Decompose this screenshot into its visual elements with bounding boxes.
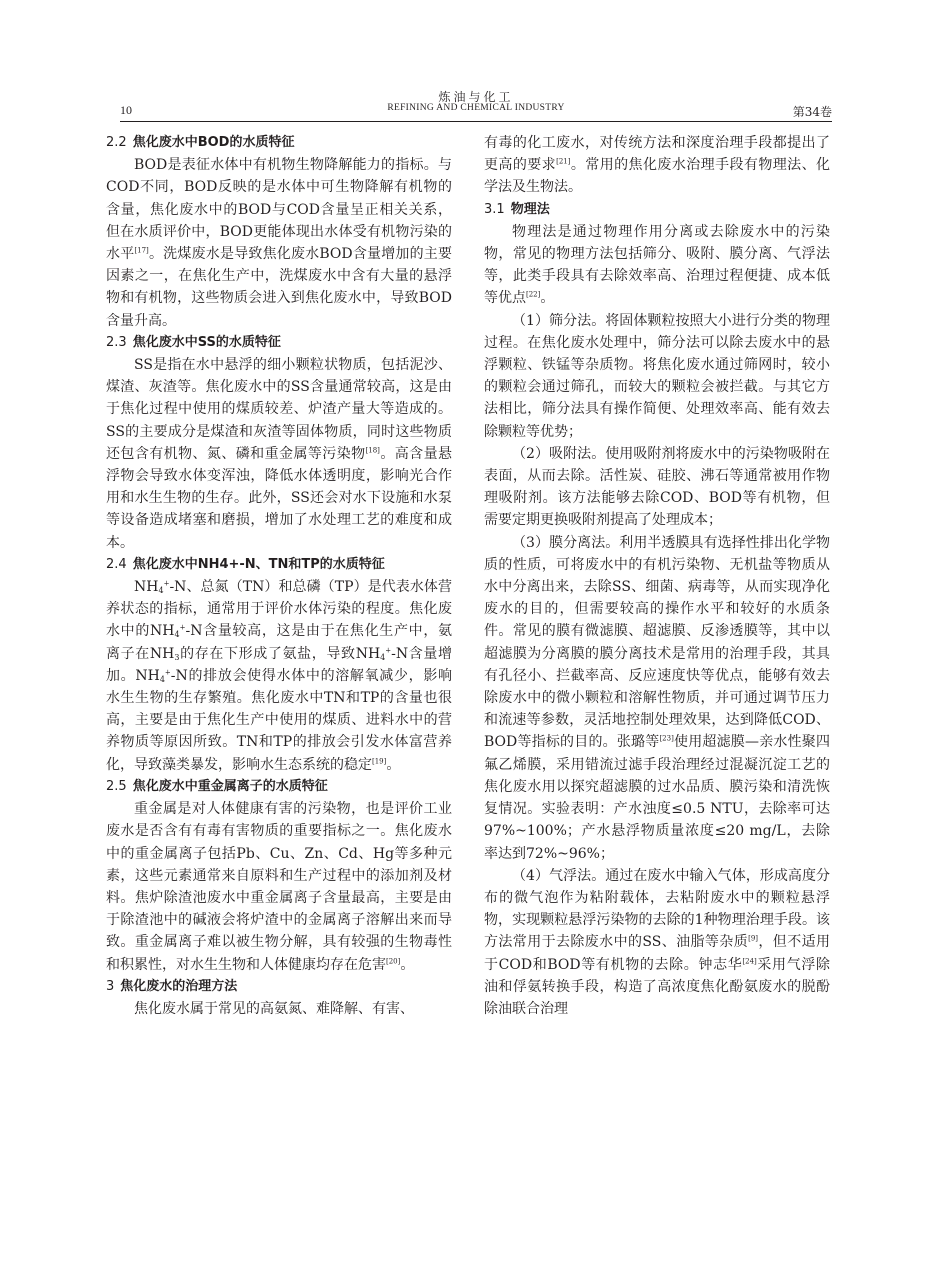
paragraph: SS是指在水中悬浮的细小颗粒状物质，包括泥沙、煤渣、灰渣等。焦化废水中的SS含量通常较高，这是由于焦化过程中使用的煤质较差、炉渣产量大等造成的。SS的主要成分是煤渣和灰渣等固体物质，同时这些物质还包含有机物、氮、磷和重金属等污染物[18]。高含量悬浮物会导致水体变浑浊，降低水体透明度，影响光合作用和水生生物的生存。此外，SS还会对水下设施和水泵等设备造成堵塞和磨损，增加了水处理工艺的难度和成本。 [106,357,453,551]
chem-formula: $NH_3$ [149,645,180,662]
citation: [17] [134,246,149,255]
paragraph: 焦化废水属于常见的高氨氮、难降解、有害、 [134,1000,414,1017]
citation: [18] [365,446,380,455]
citation: [22] [526,290,541,299]
section-heading-2-4: 2.4 焦化废水中NH4+-N、TN和TP的水质特征 [106,556,385,572]
paragraph: BOD是表征水体中有机物生物降解能力的指标。与COD不同，BOD反映的是水体中可生物降解有机物的含量，焦化废水中的BOD与COD含量呈正相关关系，但在水质评价中，BOD更能体现出水体受有机物污染的水平[17]。洗煤废水是导致焦化废水BOD含量增加的主要因素之一，在焦化生产中，洗煤废水中含有大量的悬浮物和有机物，这些物质会进入到焦化废水中，导致BOD含量升高。 [106,157,453,329]
citation: [23] [659,734,674,743]
citation: [20] [386,956,401,965]
paragraph-sieving: （1）筛分法。将固体颗粒按照大小进行分类的物理过程。在焦化废水处理中，筛分法可以除去废水中的悬浮颗粒、铁锰等杂质物。将焦化废水通过筛网时，较小的颗粒会通过筛孔，而较大的颗粒会被拦截。与其它方法相比，筛分法具有操作简便、处理效率高、能有效去除颗粒等优势； [484,312,830,440]
chem-formula: $NH_4^+-N$ [355,645,409,662]
journal-title-cn: 炼油与化工 [438,90,514,104]
right-column [484,132,830,1020]
citation: [9] [748,934,759,943]
running-header [120,88,832,122]
paragraph-membrane: （3）膜分离法。利用半透膜具有选择性排出化学物质的性质，可将废水中的有机污染物、无机盐等物质从水中分离出来，去除SS、细菌、病毒等，从而实现净化废水的目的，但需要较高的操作水平和较好的水质条件。常见的膜有微滤膜、超滤膜、反渗透膜等，其中以超滤膜为分离膜的膜分离技术是常用的治理手段，其具有孔径小、拦截率高、反应速度快等优点，能够有效去除废水中的微小颗粒和溶解性物质，并可通过调节压力和流速等参数，灵活地控制处理效果，达到降低COD、BOD等指标的目的。张璐等[23]使用超滤膜—亲水性聚四氟乙烯膜，采用错流过滤手段治理经过混凝沉淀工艺的焦化废水用以探究超滤膜的过水品质、膜污染和清洗恢复情况。实验表明：产水浊度≤0.5 NTU，去除率可达97%~100%；产水悬浮物质量浓度≤20 mg/L，去除率达到72%~96%； [484,534,830,862]
paragraph: 物理法是通过物理作用分离或去除废水中的污染物，常见的物理方法包括筛分、吸附、膜分离、气浮法等，此类手段具有去除效率高、治理过程便捷、成本低等优点[22]。 [484,223,830,307]
header-rule [120,121,832,122]
paragraph: 有毒的化工废水，对传统方法和深度治理手段都提出了更高的要求[21]。常用的焦化废水治理手段有物理法、化学法及生物法。 [484,135,831,196]
citation: [24] [742,956,757,965]
paragraph-flotation: （4）气浮法。通过在废水中输入气体，形成高度分布的微气泡作为粘附载体，去粘附废水中的颗粒悬浮物，实现颗粒悬浮污染物的去除的1种物理治理手段。该方法常用于去除废水中的SS、油脂等杂质[9]，但不适用于COD和BOD等有机物的去除。钟志华[24]采用气浮除油和俘氨转换手段，构造了高浓度焦化酚氨废水的脱酚除油联合治理 [484,867,831,1017]
chem-formula: $NH_4^+-N$ [150,623,203,640]
section-heading-2-3: 2.3 焦化废水中SS的水质特征 [106,334,281,350]
paragraph: 重金属是对人体健康有害的污染物，也是评价工业废水是否含有有毒有害物质的重要指标之一。焦化废水中的重金属离子包括Pb、Cu、Zn、Cd、Hg等多种元素，这些元素通常来自原料和生产过程中的添加剂及材料。焦炉除渣池废水中重金属离子含量最高，主要是由于除渣池中的碱液会将炉渣中的金属离子溶解出来而导致。重金属离子难以被生物分解，具有较强的生物毒性和积累性，对水生生物和人体健康均存在危害[20]。 [106,801,452,973]
section-heading-2-2: 2.2 焦化废水中BOD的水质特征 [106,135,295,150]
section-heading-2-5: 2.5 焦化废水中重金属离子的水质特征 [106,778,328,794]
journal-title-en: REFINING AND CHEMICAL INDUSTRY [387,103,565,113]
page-number: 10 [120,103,132,117]
section-heading-3-1: 3.1 物理法 [484,201,550,217]
section-heading-3: 3 焦化废水的治理方法 [106,978,238,994]
volume-label: 第34卷 [792,105,832,119]
chem-formula: $NH_4^+-N$ [134,579,187,596]
paragraph-adsorption: （2）吸附法。使用吸附剂将废水中的污染物吸附在表面，从而去除。活性炭、硅胶、沸石等通常被用作物理吸附剂。该方法能够去除COD、BOD等有机物，但需要定期更换吸附剂提高了处理成本； [484,445,830,529]
citation: [21] [556,157,571,166]
left-column [106,132,452,1020]
paragraph: $NH_4^+-N$、总氮（TN）和总磷（TP）是代表水体营养状态的指标，通常用于评价水体污染的程度。焦化废水中的$NH_4^+-N$含量较高，这是由于在焦化生产中，氨离子在$NH_3$的存在下形成了氨盐，导致$NH_4^+-N$含量增加。$NH_4^+-N$的排放会使得水体中的溶解氧减少，影响水生生物的生存繁殖。焦化废水中TN和TP的含量也很高，主要是由于焦化生产中使用的煤质、进料水中的营养物质等原因所致。TN和TP的排放会引发水体富营养化，导致藻类暴发，影响水生态系统的稳定[19]。 [106,579,453,773]
citation: [19] [372,757,387,766]
chem-formula: $NH_4^+-N$ [135,667,188,684]
